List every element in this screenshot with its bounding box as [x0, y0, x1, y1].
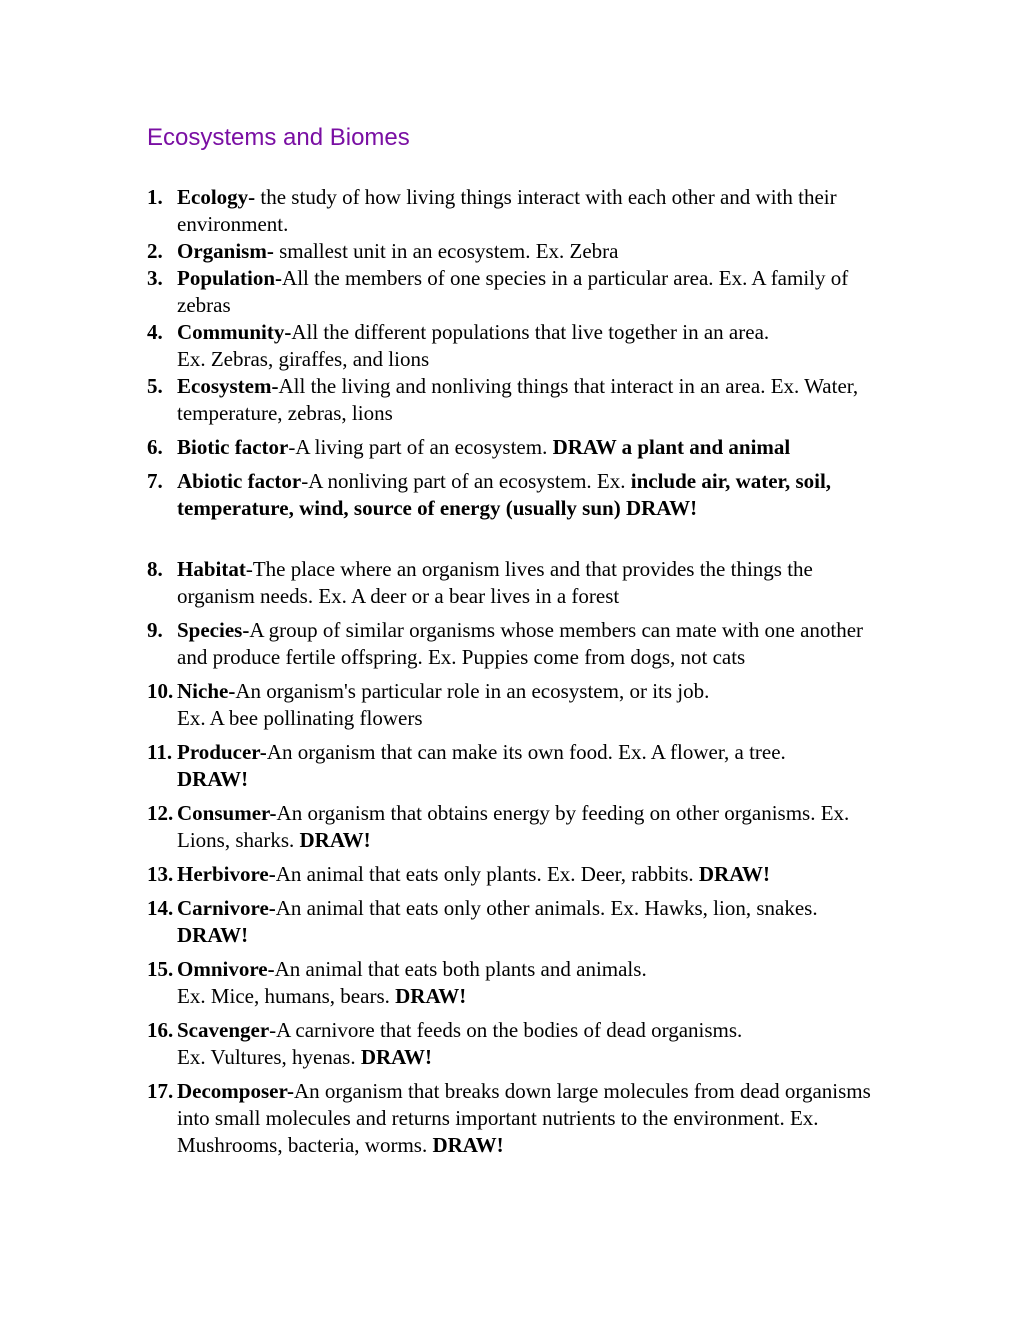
definition: smallest unit in an ecosystem. Ex. Zebra	[273, 239, 619, 263]
list-item	[147, 895, 887, 949]
example: Ex. A bee pollinating flowers	[177, 706, 423, 730]
draw-instruction: DRAW!	[698, 862, 771, 886]
term: Niche-	[177, 679, 236, 703]
definition: All the living and nonliving things that interact in an area. Ex. Water, temperature, zebras, lions	[177, 374, 859, 425]
definition: An organism that can make its own food. Ex. A flower, a tree.	[266, 740, 786, 764]
definition: An animal that eats only other animals. Ex. Hawks, lion, snakes.	[275, 896, 818, 920]
example: Ex. Mice, humans, bears.	[177, 984, 396, 1008]
definition: An organism's particular role in an ecosystem, or its job.	[235, 679, 710, 703]
definition: the study of how living things interact with each other and with their environment.	[177, 185, 837, 236]
item-number: 15.	[147, 957, 174, 981]
definition: -The place where an organism lives and that provides the things the organism needs. Ex. A deer or a bear lives in a forest	[177, 557, 813, 608]
definition: All the members of one species in a particular area. Ex. A family of zebras	[177, 266, 849, 317]
draw-instruction: DRAW!	[177, 923, 249, 947]
definition: -A carnivore that feeds on the bodies of dead organisms.	[269, 1018, 743, 1042]
item-number: 4.	[147, 320, 163, 344]
list-item	[147, 265, 887, 319]
term: Biotic factor	[177, 435, 289, 459]
term: Species-	[177, 618, 250, 642]
term: Abiotic factor	[177, 469, 302, 493]
list-item	[147, 319, 887, 373]
definition: A group of similar organisms whose members can mate with one another and produce fertile offspring. Ex. Puppies come from dogs, not cats	[177, 618, 864, 669]
term: Population-	[177, 266, 283, 290]
item-number: 14.	[147, 896, 174, 920]
term: Habitat	[177, 557, 246, 581]
list-item	[147, 678, 887, 732]
page-title: Ecosystems and Biomes	[147, 124, 410, 151]
definition: An animal that eats both plants and animals.	[274, 957, 647, 981]
term: Omnivore-	[177, 957, 275, 981]
item-number: 1.	[147, 185, 163, 209]
item-number: 16.	[147, 1018, 174, 1042]
item-number: 11.	[147, 740, 173, 764]
definition: -A living part of an ecosystem.	[288, 435, 553, 459]
definition: An organism that obtains energy by feeding on other organisms. Ex. Lions, sharks.	[177, 801, 850, 852]
item-number: 10.	[147, 679, 174, 703]
definition: An animal that eats only plants. Ex. Deer, rabbits.	[275, 862, 699, 886]
term: Organism-	[177, 239, 274, 263]
item-number: 3.	[147, 266, 163, 290]
list-item	[147, 434, 887, 461]
list-item	[147, 956, 887, 1010]
draw-instruction: DRAW!	[177, 767, 249, 791]
draw-instruction: include air, water, soil, temperature, wind, source of energy (usually sun) DRAW!	[177, 469, 832, 520]
term: Ecosystem-	[177, 374, 279, 398]
term: Ecology-	[177, 185, 256, 209]
list-item	[147, 184, 887, 238]
definition: -A nonliving part of an ecosystem. Ex.	[301, 469, 631, 493]
draw-instruction: DRAW!	[299, 828, 371, 852]
term: Carnivore-	[177, 896, 276, 920]
list-item	[147, 800, 887, 854]
list-item	[147, 556, 887, 610]
term: Decomposer-	[177, 1079, 295, 1103]
list-item	[147, 1017, 887, 1071]
item-number: 7.	[147, 469, 163, 493]
item-number: 5.	[147, 374, 163, 398]
list-item	[147, 617, 887, 671]
list-item	[147, 1078, 887, 1159]
draw-instruction: DRAW a plant and animal	[552, 435, 791, 459]
example: Ex. Zebras, giraffes, and lions	[177, 347, 430, 371]
draw-instruction: DRAW!	[360, 1045, 432, 1069]
list-item	[147, 468, 887, 522]
example: Ex. Vultures, hyenas.	[177, 1045, 361, 1069]
definition: All the different populations that live together in an area.	[291, 320, 770, 344]
item-number: 8.	[147, 557, 163, 581]
item-number: 17.	[147, 1079, 174, 1103]
list-item	[147, 739, 887, 793]
item-number: 12.	[147, 801, 174, 825]
draw-instruction: DRAW!	[395, 984, 467, 1008]
list-item	[147, 373, 887, 427]
item-number: 9.	[147, 618, 163, 642]
definition: An organism that breaks down large molecules from dead organisms into small molecules and returns important nutrients to the environment. Ex. Mushrooms, bacteria, worms.	[177, 1079, 871, 1157]
term: Community-	[177, 320, 292, 344]
draw-instruction: DRAW!	[432, 1133, 504, 1157]
item-number: 13.	[147, 862, 174, 886]
term: Producer-	[177, 740, 267, 764]
item-number: 2.	[147, 239, 163, 263]
term: Herbivore-	[177, 862, 276, 886]
list-item	[147, 238, 887, 265]
definitions-list	[147, 184, 887, 1159]
term: Scavenger	[177, 1018, 270, 1042]
item-number: 6.	[147, 435, 163, 459]
list-item	[147, 861, 887, 888]
term: Consumer-	[177, 801, 277, 825]
